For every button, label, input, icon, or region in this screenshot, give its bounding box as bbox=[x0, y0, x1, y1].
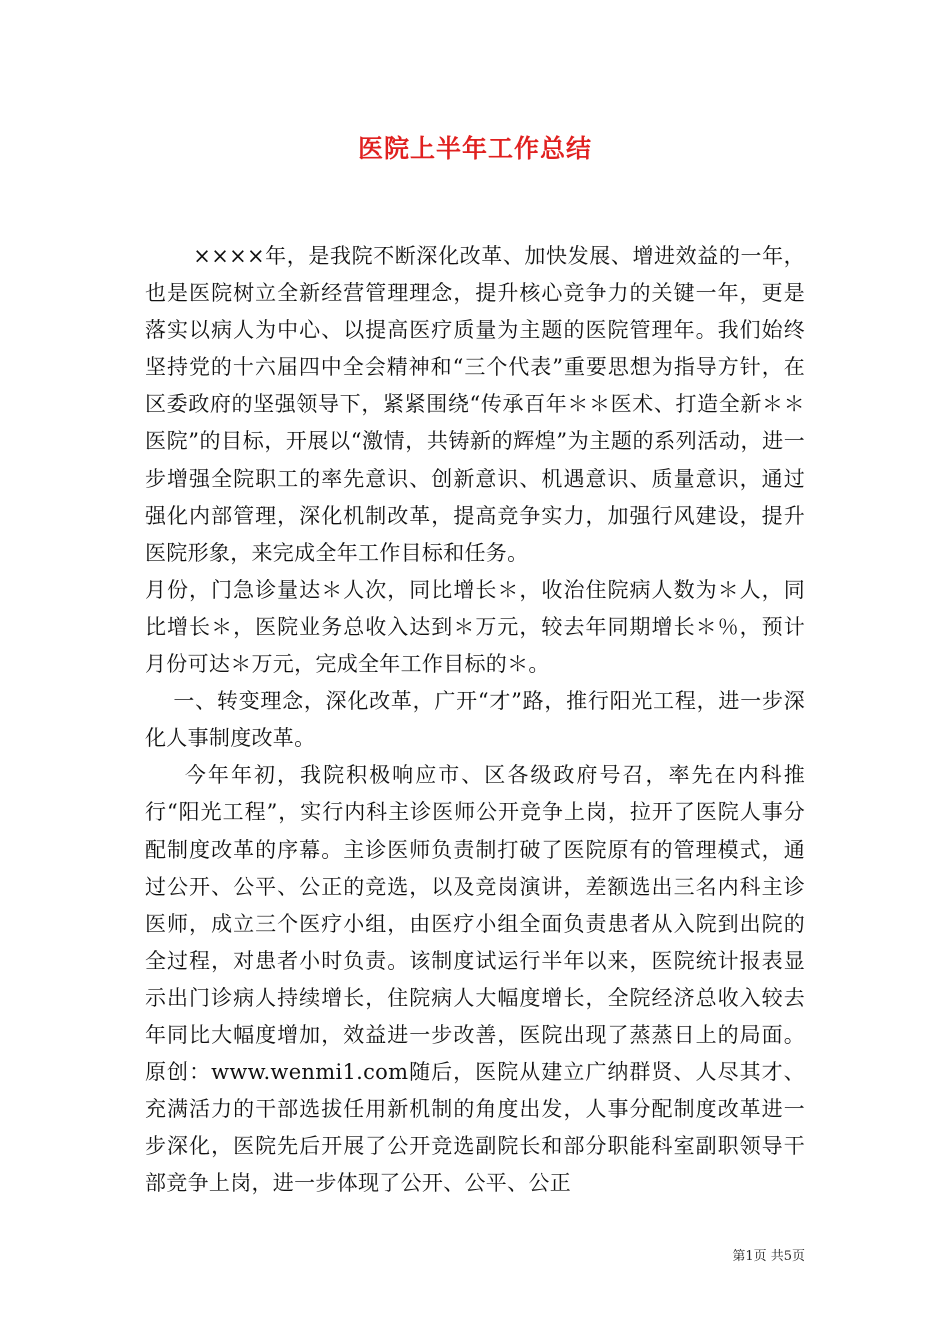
paragraph-intro: ××××年，是我院不断深化改革、加快发展、增进效益的一年，也是医院树立全新经营管理理念，提升核心竞争力的关键一年，更是落实以病人为中心、以提高医疗质量为主题的医院管理年。我们始终坚持党的十六届四中全会精神和“三个代表”重要思想为指导方针，在区委政府的坚强领导下，紧紧围绕“传承百年＊＊医术、打造全新＊＊医院”的目标，开展以“激情，共铸新的辉煌”为主题的系列活动，进一步增强全院职工的率先意识、创新意识、机遇意识、质量意识，通过强化内部管理，深化机制改革，提高竞争实力，加强行风建设，提升医院形象，来完成全年工作目标和任务。 bbox=[145, 244, 805, 565]
section-heading-1: 一、转变理念，深化改革，广开“才”路，推行阳光工程，进一步深化人事制度改革。 bbox=[145, 689, 805, 751]
document-title: 医院上半年工作总结 bbox=[357, 134, 592, 163]
paragraph-statistics: 月份，门急诊量达＊人次，同比增长＊，收治住院病人数为＊人，同比增长＊，医院业务总收入达到＊万元，较去年同期增长＊％，预计月份可达＊万元，完成全年工作目标的＊。 bbox=[145, 577, 805, 677]
document-body bbox=[145, 238, 805, 1202]
paragraph-reform: 今年年初，我院积极响应市、区各级政府号召，率先在内科推行“阳光工程”，实行内科主诊医师公开竞争上岗，拉开了医院人事分配制度改革的序幕。主诊医师负责制打破了医院原有的管理模式，通过公开、公平、公正的竞选，以及竞岗演讲，差额选出三名内科主诊医师，成立三个医疗小组，由医疗小组全面负责患者从入院到出院的全过程，对患者小时负责。该制度试运行半年以来，医院统计报表显示出门诊病人持续增长，住院病人大幅度增长，全院经济总收入较去年同比大幅度增加，效益进一步改善，医院出现了蒸蒸日上的局面。原创：www.wenmi1.com随后，医院从建立广纳群贤、人尽其才、充满活力的干部选拔任用新机制的角度出发，人事分配制度改革进一步深化，医院先后开展了公开竞选副院长和部分职能科室副职领导干部竞争上岗，进一步体现了公开、公平、公正 bbox=[145, 763, 805, 1196]
page-number: 第1页 共5页 bbox=[732, 1249, 805, 1264]
